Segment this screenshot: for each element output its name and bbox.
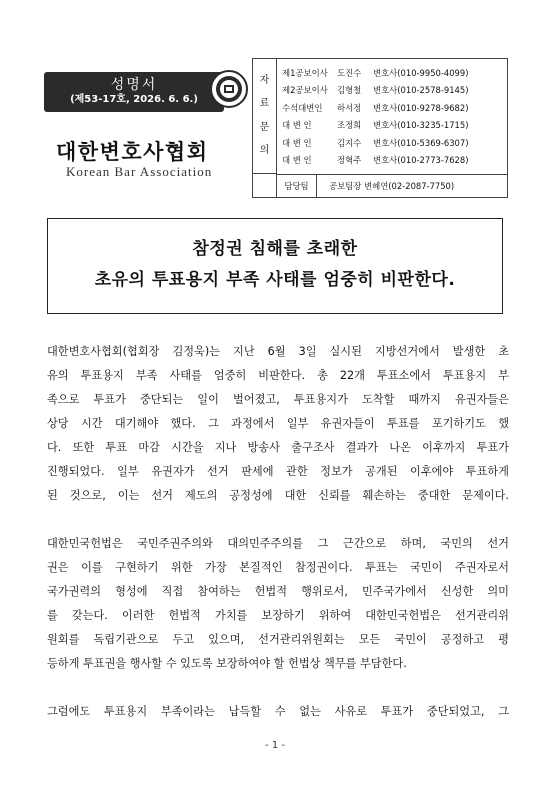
contact-phone: 변호사(010-3235-1715) <box>373 120 469 131</box>
contact-footer <box>277 174 507 197</box>
contact-role: 제2공보이사 <box>282 85 328 96</box>
doc-number: (제53-17호, 2026. 6. 6.) <box>70 94 198 105</box>
body-line: 등하게 투표권을 행사할 수 있도록 보장하여야 할 헌법상 책무를 부담한다. <box>47 657 407 670</box>
contact-role: 수석대변인 <box>282 102 323 113</box>
contact-role: 대 변 인 <box>282 120 312 131</box>
contact-row <box>277 152 507 170</box>
org-name-english: Korean Bar Association <box>66 164 213 179</box>
body-line: 를 갖는다. 이러한 헌법적 가치를 보장하기 위하여 대한민국헌법은 선거관리위 <box>47 609 509 622</box>
contact-row <box>277 82 507 100</box>
contact-name: 도진수 <box>337 67 362 78</box>
body-line: 권은 이를 구현하기 위한 가장 본질적인 참정권이다. 투표는 국민이 주권자로서 <box>47 561 509 574</box>
contact-side-column <box>253 59 277 197</box>
contact-role: 제1공보이사 <box>282 67 328 78</box>
title-line-1: 참정권 침해를 초래한 <box>192 239 358 259</box>
contact-row <box>277 64 507 82</box>
body-line: 된 것으로, 이는 선거 제도의 공정성에 대한 신뢰를 훼손하는 중대한 문제이다. <box>47 489 509 502</box>
side-char: 문 <box>259 121 270 133</box>
contact-row <box>277 134 507 152</box>
contact-name: 정혁주 <box>337 155 362 166</box>
contact-phone: 변호사(010-5369-6307) <box>373 137 469 148</box>
contact-phone: 변호사(010-9278-9682) <box>373 102 469 113</box>
contact-role: 대 변 인 <box>282 155 312 166</box>
contact-phone: 변호사(010-2773-7628) <box>373 155 469 166</box>
contact-side-empty <box>253 174 276 197</box>
doc-type-badge <box>44 72 224 112</box>
body-line: 유의 투표용지 부족 사태를 엄중히 비판한다. 총 22개 투표소에서 투표용지 부 <box>47 369 509 382</box>
body-line: 국가권력의 형성에 직접 참여하는 헌법적 행위로서, 민주국가에서 신성한 의미 <box>47 585 509 598</box>
body-line: 그럼에도 투표용지 부족이라는 납득할 수 없는 사유로 투표가 중단되었고, 그 <box>47 705 509 718</box>
association-seal-icon <box>210 70 248 108</box>
statement-body <box>47 340 509 724</box>
side-char: 료 <box>259 98 270 110</box>
contact-table <box>252 58 508 198</box>
paragraph-gap <box>47 508 509 532</box>
contact-main <box>277 59 507 197</box>
contact-side-label <box>253 59 276 174</box>
body-line: 상당 시간 대기해야 했다. 그 과정에서 일부 유권자들이 투표를 포기하기도 했 <box>47 417 509 430</box>
side-char: 자 <box>259 74 270 86</box>
org-name-korean: 대한변호사협회 <box>56 140 209 164</box>
side-char: 의 <box>259 145 270 157</box>
doc-type: 성명서 <box>110 77 158 93</box>
contact-phone: 변호사(010-2578-9145) <box>373 85 469 96</box>
contact-name: 조정희 <box>337 120 362 131</box>
contact-name: 김형철 <box>337 85 362 96</box>
contact-name: 김지수 <box>337 137 362 148</box>
contact-footer-value: 공보팀장 변혜연(02-2087-7750) <box>329 181 455 191</box>
contact-phone: 변호사(010-9950-4099) <box>373 67 469 78</box>
contact-role: 대 변 인 <box>282 137 312 148</box>
body-line: 대한민국헌법은 국민주권주의와 대의민주주의를 그 근간으로 하며, 국민의 선거 <box>47 537 509 550</box>
contact-row <box>277 99 507 117</box>
page-number: - 1 - <box>265 740 285 751</box>
contact-footer-label: 담당팀 <box>277 175 317 197</box>
body-line: 다. 또한 투표 마감 시간을 지나 방송사 출구조사 결과가 나온 이후까지 투표가 <box>47 441 509 454</box>
paragraph-gap <box>47 676 509 700</box>
body-line: 족으로 투표가 중단되는 일이 벌어졌고, 투표용지가 도착할 때까지 유권자들은 <box>47 393 509 406</box>
body-line: 진행되었다. 일부 유권자가 선거 판세에 관한 정보가 공개된 이후에야 투표하게 <box>47 465 509 478</box>
contact-name: 하서정 <box>337 102 362 113</box>
body-line: 대한변호사협회(협회장 김정욱)는 지난 6월 3일 실시된 지방선거에서 발생한 초 <box>47 345 509 358</box>
title-line-2: 초유의 투표용지 부족 사태를 엄중히 비판한다. <box>94 270 456 290</box>
body-line: 원회를 독립기관으로 두고 있으며, 선거관리위원회는 모든 국민이 공정하고 평 <box>47 633 509 646</box>
statement-title-box <box>47 218 503 314</box>
contact-rows <box>277 59 507 174</box>
contact-row <box>277 117 507 135</box>
